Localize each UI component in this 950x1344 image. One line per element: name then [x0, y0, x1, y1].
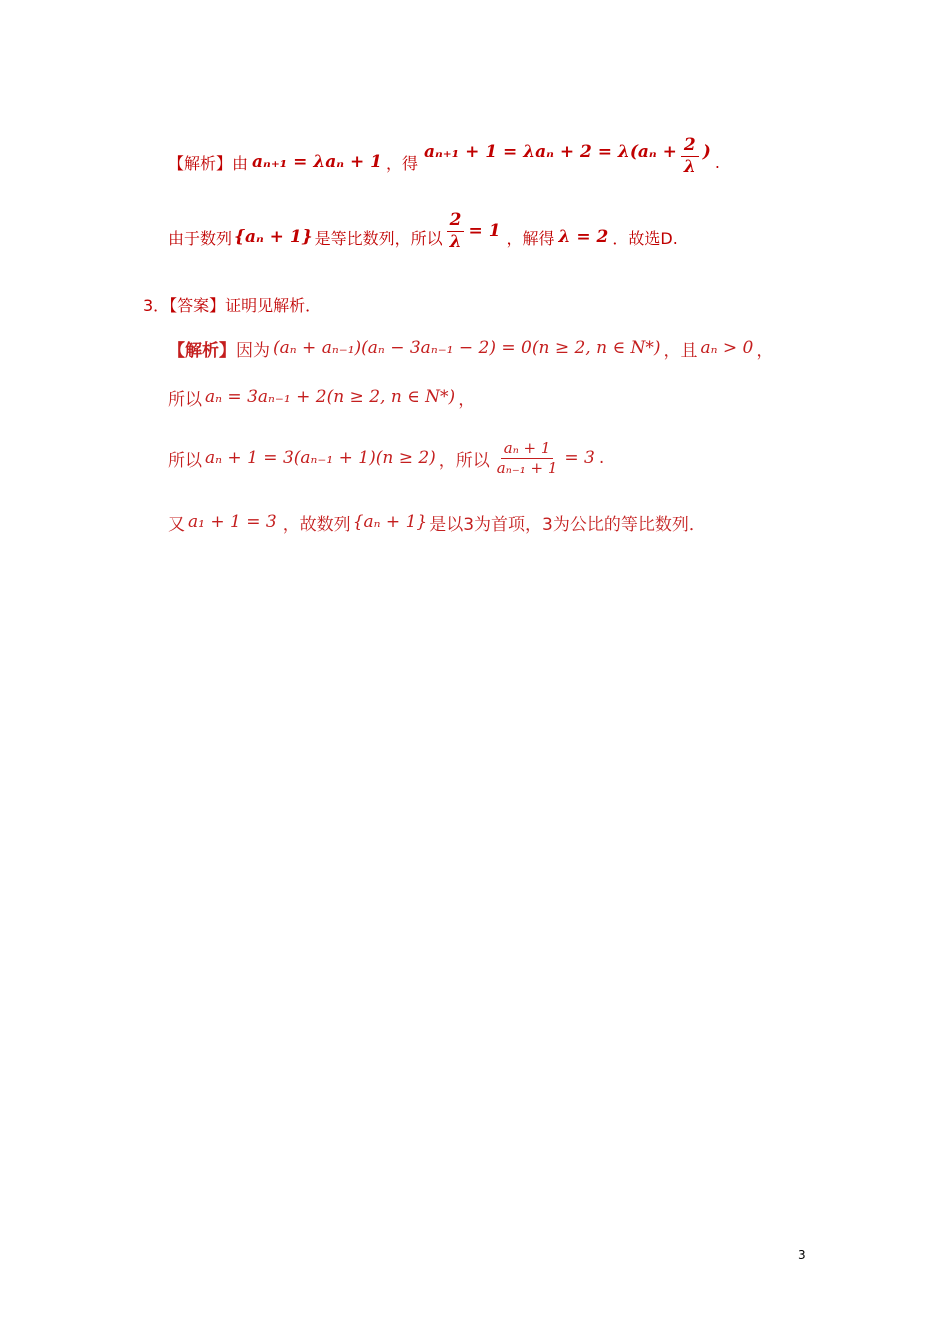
item3-solution-line2: 所以 aₙ = 3aₙ₋₁ + 2(n ≥ 2, n ∈ N*) ， — [168, 387, 476, 410]
item2-solution-line2: 由于数列 {aₙ + 1} 是等比数列，所以 $\frac{2}{\lambda}$ = 1 ，解得 λ = 2 ．故选D. — [168, 209, 678, 252]
positivity-condition: aₙ > 0 — [700, 338, 754, 358]
item2-solution-line1: 【解析】 由 aₙ₊₁ = λaₙ + 1 ，得 aₙ₊₁ + 1 = λaₙ + 2 = λ(aₙ + $\frac{2}{\lambda}$ ) . — [168, 134, 720, 177]
ratio-fraction: $\frac{\text{aₙ + 1}}{\text{aₙ₋₁ + 1}}$ — [496, 439, 558, 477]
recurrence-formula: aₙ₊₁ = λaₙ + 1 — [252, 152, 382, 172]
solution-tag: 【解析】 — [168, 153, 233, 173]
lambda-value: λ = 2 — [558, 227, 609, 247]
solution-tag: 【解析】 — [168, 340, 236, 361]
transformed-formula: aₙ₊₁ + 1 = λaₙ + 2 = λ(aₙ + — [423, 142, 677, 162]
shifted-recurrence: aₙ + 1 = 3(aₙ₋₁ + 1)(n ≥ 2) — [205, 448, 436, 468]
fraction-2-over-lambda: $\frac{2}{\lambda}$ — [681, 136, 699, 176]
given-equation: (aₙ + aₙ₋₁)(aₙ − 3aₙ₋₁ − 2) = 0(n ≥ 2, n ∈ N*) — [273, 338, 661, 358]
sequence-formula: {aₙ + 1} — [234, 227, 313, 247]
item3-solution-line1: 【解析】 因为 (aₙ + aₙ₋₁)(aₙ − 3aₙ₋₁ − 2) = 0(n ≥ 2, n ∈ N*) ，且 aₙ > 0 ， — [168, 334, 773, 362]
item3-solution-line4: 又 a₁ + 1 = 3 ，故数列 {aₙ + 1} 是以3为首项，3为公比的等比数列． — [168, 512, 706, 535]
recurrence-formula: aₙ = 3aₙ₋₁ + 2(n ≥ 2, n ∈ N*) — [205, 387, 456, 407]
page-number: 3 — [798, 1248, 806, 1262]
item3-heading: 3．【答案】证明见解析． — [143, 295, 322, 315]
fraction-2-over-lambda: $\frac{2}{\lambda}$ — [447, 211, 465, 251]
initial-condition: a₁ + 1 = 3 — [188, 512, 277, 532]
item3-solution-line3: 所以 aₙ + 1 = 3(aₙ₋₁ + 1)(n ≥ 2) ，所以 $\frac{\text{aₙ + 1}}{\text{aₙ₋₁ + 1}}$ = 3 . — [168, 439, 605, 477]
sequence-formula: {aₙ + 1} — [352, 512, 428, 532]
